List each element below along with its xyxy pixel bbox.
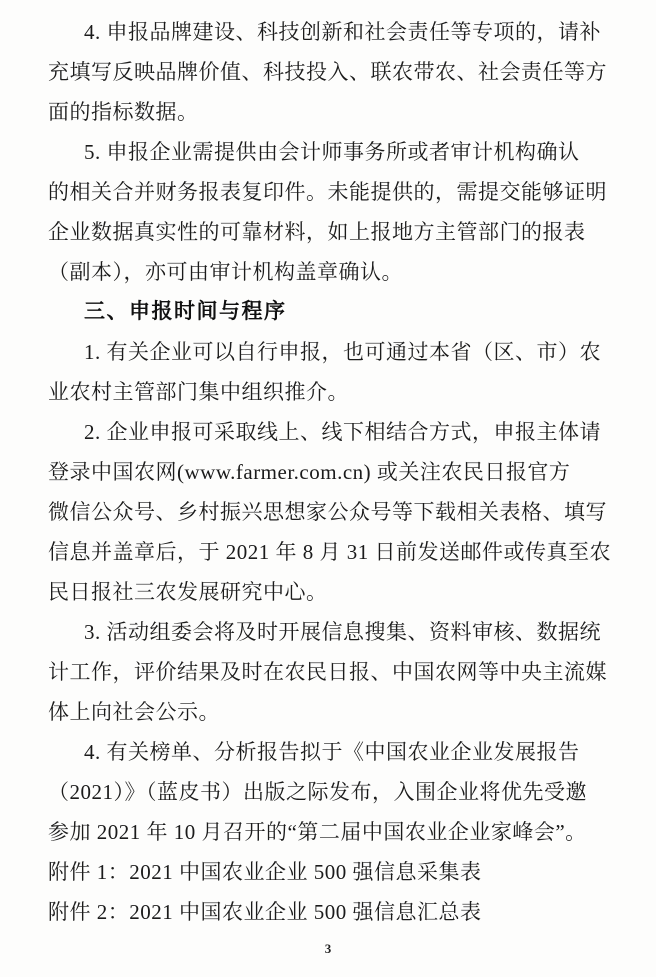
text-line: 企业数据真实性的可靠材料，如上报地方主管部门的报表 [48, 220, 586, 244]
text-line: 充填写反映品牌价值、科技投入、联农带农、社会责任等方 [48, 60, 607, 84]
text-line: 登录中国农网(www.farmer.com.cn) 或关注农民日报官方 [48, 460, 571, 484]
text-line: 5. 申报企业需提供由会计师事务所或者审计机构确认 [84, 140, 580, 164]
text-line: 参加 2021 年 10 月召开的“第二届中国农业企业家峰会”。 [48, 820, 587, 844]
text-line: 附件 2：2021 中国农业企业 500 强信息汇总表 [48, 900, 482, 924]
text-line: 1. 有关企业可以自行申报，也可通过本省（区、市）农 [84, 340, 601, 364]
text-line: 业农村主管部门集中组织推介。 [48, 380, 349, 404]
text-line: 4. 有关榜单、分析报告拟于《中国农业企业发展报告 [84, 740, 580, 764]
text-line: 信息并盖章后，于 2021 年 8 月 31 日前发送邮件或传真至农 [48, 540, 611, 564]
text-line: 体上向社会公示。 [48, 700, 220, 724]
text-line: 3. 活动组委会将及时开展信息搜集、资料审核、数据统 [84, 620, 601, 644]
text-line: 面的指标数据。 [48, 100, 199, 124]
text-line: 计工作，评价结果及时在农民日报、中国农网等中央主流媒 [48, 660, 607, 684]
text-line: 2. 企业申报可采取线上、线下相结合方式，申报主体请 [84, 420, 601, 444]
text-line: 4. 申报品牌建设、科技创新和社会责任等专项的，请补 [84, 20, 601, 44]
section-heading: 三、申报时间与程序 [84, 300, 287, 323]
text-line: 民日报社三农发展研究中心。 [48, 580, 328, 604]
text-line: 的相关合并财务报表复印件。未能提供的，需提交能够证明 [48, 180, 607, 204]
text-line: 附件 1：2021 中国农业企业 500 强信息采集表 [48, 860, 482, 884]
page-number: 3 [324, 941, 332, 956]
text-line: （2021）》（蓝皮书）出版之际发布，入围企业将优先受邀 [48, 780, 587, 804]
text-line: 微信公众号、乡村振兴思想家公众号等下载相关表格、填写 [48, 500, 607, 524]
text-line: （副本），亦可由审计机构盖章确认。 [48, 260, 403, 284]
document-body [48, 12, 612, 932]
